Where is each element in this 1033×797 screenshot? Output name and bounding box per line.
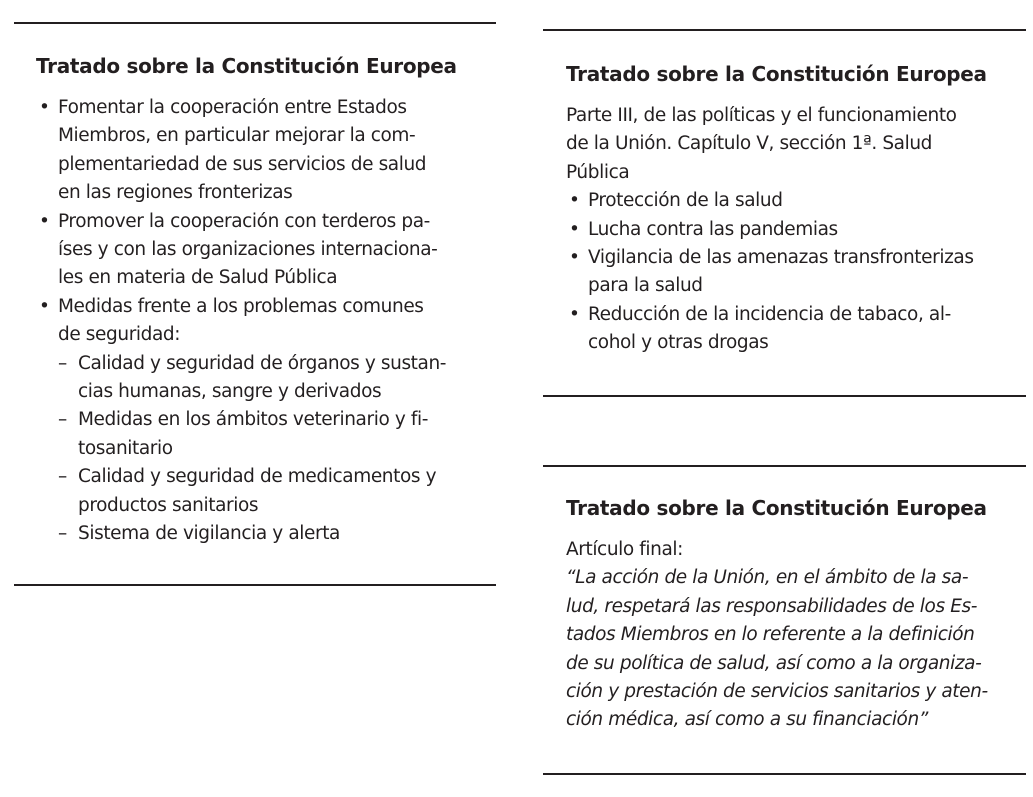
list-item-line: Miembros, en particular mejorar la com- [58,125,416,147]
sub-list-item-line: Calidad y seguridad de órganos y sustan- [78,352,447,374]
list-item [36,94,476,208]
list-item-line: de seguridad: [58,324,181,346]
bullet-marker: • [39,210,50,232]
bullet-marker: • [569,247,580,269]
list-item-line: Medidas frente a los problemas comunes [58,295,424,317]
list-item [36,293,476,350]
sub-list-item-line: Calidad y seguridad de medicamentos y [78,466,437,488]
intro-line: Pública [566,161,630,183]
list-item-line: Lucha contra las pandemias [588,218,838,240]
bullet-marker: • [569,303,580,325]
sub-list-item-line: tosanitario [78,437,173,459]
list-item-line: Fomentar la cooperación entre Estados [58,97,407,118]
dash-marker: – [58,409,67,431]
quote-line: ción y prestación de servicios sanitarios y aten- [566,681,988,703]
sub-list-item-line: cias humanas, sangre y derivados [78,381,382,403]
quote-line: de su política de salud, así como a la organiza- [566,652,982,674]
sub-list-item [36,406,476,463]
bullet-marker: • [39,97,50,118]
left-treaty-box [14,22,496,586]
list-item-line: les en materia de Salud Pública [58,267,338,289]
quote-line: “La acción de la Unión, en el ámbito de la sa- [566,567,969,589]
quote-line: tados Miembros en lo referente a la definición [566,624,975,646]
bullet-marker: • [569,218,580,240]
list-item-line: Protección de la salud [588,190,783,212]
sub-list-item-line: productos sanitarios [78,494,259,516]
article-quote [566,564,1006,734]
list-item-line: Vigilancia de las amenazas transfronterizas [588,247,974,269]
list-item [566,301,1006,358]
dash-marker: – [58,466,67,488]
sub-list-item [36,463,476,520]
sub-list-item-line: Sistema de vigilancia y alerta [78,523,340,545]
right-bottom-box-title: Tratado sobre la Constitución Europea [566,496,987,520]
right-top-box-title: Tratado sobre la Constitución Europea [566,62,987,86]
intro-line: Parte III, de las políticas y el funcionamiento [566,105,957,126]
left-box-title: Tratado sobre la Constitución Europea [36,54,457,78]
bullet-marker: • [569,190,580,212]
right-bottom-treaty-box [543,465,1026,775]
list-item-line: Promover la cooperación con terderos pa- [58,210,430,232]
list-item [566,187,1006,215]
left-box-body [36,94,476,549]
list-item [566,216,1006,244]
right-top-box-body [566,102,1006,358]
list-item-line: Reducción de la incidencia de tabaco, al- [588,303,951,325]
list-item [36,208,476,293]
list-item-line: plementariedad de sus servicios de salud [58,153,427,175]
dash-marker: – [58,352,67,374]
dash-marker: – [58,523,67,545]
list-item [566,244,1006,301]
right-top-treaty-box [543,29,1026,397]
intro-paragraph [566,102,1006,187]
bullet-marker: • [39,295,50,317]
sub-list-item [36,350,476,407]
sub-list-item [36,520,476,548]
article-label: Artículo final: [566,539,683,560]
quote-line: ción médica, así como a su financiación” [566,709,928,731]
sub-list-item-line: Medidas en los ámbitos veterinario y fi- [78,409,428,431]
list-item-line: en las regiones fronterizas [58,182,293,204]
list-item-line: íses y con las organizaciones internaciona- [58,239,438,261]
intro-line: de la Unión. Capítulo V, sección 1ª. Salud [566,133,933,155]
list-item-line: cohol y otras drogas [588,332,769,354]
list-item-line: para la salud [588,275,703,297]
quote-line: lud, respetará las responsabilidades de los Es- [566,595,977,617]
right-bottom-box-body [566,536,1006,735]
